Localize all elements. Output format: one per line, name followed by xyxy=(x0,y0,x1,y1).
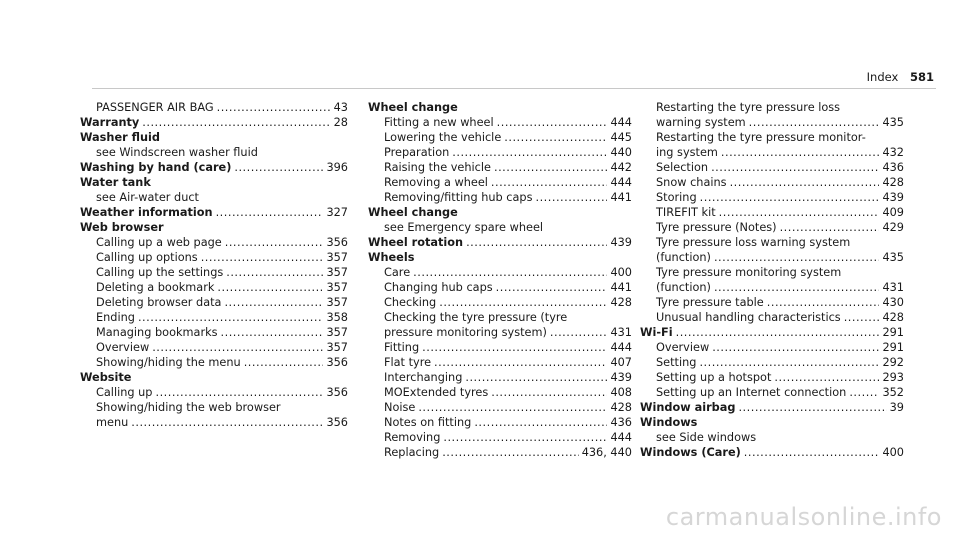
index-subentry xyxy=(640,100,904,115)
index-entry xyxy=(640,415,904,430)
entry-label: Deleting browser data xyxy=(96,296,222,309)
page-ref: 441 xyxy=(610,191,632,204)
dot-leader xyxy=(217,100,331,115)
index-subentry xyxy=(80,190,348,205)
entry-label: Fitting a new wheel xyxy=(384,116,494,129)
page-ref: 428 xyxy=(610,296,632,309)
page-ref: 396 xyxy=(326,161,348,174)
index-subentry xyxy=(80,310,348,325)
entry-label: Warranty xyxy=(80,116,140,129)
dot-leader xyxy=(504,130,607,145)
entry-label: Website xyxy=(80,371,132,384)
entry-label: Web browser xyxy=(80,221,164,234)
index-subentry xyxy=(80,100,348,115)
dot-leader xyxy=(422,340,607,355)
index-subentry xyxy=(80,145,348,160)
page-ref: 357 xyxy=(326,251,348,264)
page-ref: 431 xyxy=(610,326,632,339)
page-ref: 439 xyxy=(882,191,904,204)
dot-leader xyxy=(418,400,607,415)
dot-leader xyxy=(224,295,323,310)
dot-leader xyxy=(550,325,608,340)
page-ref: 428 xyxy=(882,311,904,324)
page-ref: 39 xyxy=(889,401,904,414)
index-subentry xyxy=(640,430,904,445)
page-ref: 435 xyxy=(882,251,904,264)
index-subentry xyxy=(640,250,904,265)
dot-leader xyxy=(714,280,879,295)
entry-label: Calling up xyxy=(96,386,153,399)
entry-label: Noise xyxy=(384,401,416,414)
index-subentry xyxy=(80,265,348,280)
watermark: carmanualsonline.info xyxy=(665,503,942,531)
index-subentry xyxy=(640,175,904,190)
page-ref: 444 xyxy=(610,341,632,354)
index-entry xyxy=(640,445,904,460)
index-subentry xyxy=(368,340,632,355)
entry-label: Wi-Fi xyxy=(640,326,673,339)
index-subentry xyxy=(80,355,348,370)
dot-leader xyxy=(535,190,607,205)
entry-label: (function) xyxy=(656,281,711,294)
index-entry xyxy=(640,400,904,415)
page-ref: 430 xyxy=(882,296,904,309)
index-entry xyxy=(80,160,348,175)
entry-label: see Air-water duct xyxy=(96,191,199,204)
dot-leader xyxy=(849,385,879,400)
entry-label: Restarting the tyre pressure monitor- xyxy=(656,131,866,144)
index-entry xyxy=(640,325,904,340)
index-subentry xyxy=(80,385,348,400)
index-subentry xyxy=(640,295,904,310)
dot-leader xyxy=(749,115,880,130)
entry-label: Removing/fitting hub caps xyxy=(384,191,533,204)
header-divider xyxy=(92,88,936,89)
index-subentry xyxy=(80,400,348,415)
entry-label: (function) xyxy=(656,251,711,264)
entry-label: Care xyxy=(384,266,411,279)
page-header xyxy=(867,70,934,84)
dot-leader xyxy=(714,250,879,265)
index-subentry xyxy=(640,310,904,325)
index-entry xyxy=(368,205,632,220)
dot-leader xyxy=(497,115,608,130)
dot-leader xyxy=(491,385,607,400)
dot-leader xyxy=(244,355,324,370)
index-subentry xyxy=(640,220,904,235)
entry-label: ing system xyxy=(656,146,718,159)
page-ref: 428 xyxy=(882,176,904,189)
entry-label: Water tank xyxy=(80,176,151,189)
dot-leader xyxy=(226,265,323,280)
index-entry xyxy=(80,220,348,235)
page-ref: 352 xyxy=(882,386,904,399)
page-ref: 357 xyxy=(326,341,348,354)
page-ref: 442 xyxy=(610,161,632,174)
index-subentry xyxy=(368,445,632,460)
entry-label: see Windscreen washer fluid xyxy=(96,146,258,159)
index-subentry xyxy=(368,310,632,325)
entry-label: Weather information xyxy=(80,206,213,219)
dot-leader xyxy=(744,445,880,460)
dot-leader xyxy=(738,400,886,415)
dot-leader xyxy=(221,325,324,340)
index-subentry xyxy=(368,220,632,235)
entry-label: Calling up a web page xyxy=(96,236,222,249)
dot-leader xyxy=(730,175,880,190)
index-column-1 xyxy=(80,100,348,430)
entry-label: Showing/hiding the menu xyxy=(96,356,241,369)
page-ref: 356 xyxy=(326,356,348,369)
entry-label: Lowering the vehicle xyxy=(384,131,502,144)
dot-leader xyxy=(155,385,323,400)
entry-label: Overview xyxy=(96,341,150,354)
entry-label: Flat tyre xyxy=(384,356,432,369)
entry-label: Washing by hand (care) xyxy=(80,161,232,174)
entry-label: Checking xyxy=(384,296,437,309)
dot-leader xyxy=(452,145,607,160)
page-ref: 435 xyxy=(882,116,904,129)
index-subentry xyxy=(368,190,632,205)
index-entry xyxy=(368,100,632,115)
page-ref: 441 xyxy=(610,281,632,294)
index-subentry xyxy=(80,235,348,250)
dot-leader xyxy=(217,280,323,295)
dot-leader xyxy=(434,355,607,370)
index-subentry xyxy=(80,325,348,340)
index-subentry xyxy=(368,160,632,175)
page-ref: 293 xyxy=(882,371,904,384)
dot-leader xyxy=(774,370,879,385)
dot-leader xyxy=(719,205,880,220)
index-subentry xyxy=(368,430,632,445)
index-subentry xyxy=(640,160,904,175)
page-ref: 356 xyxy=(326,416,348,429)
index-subentry xyxy=(368,370,632,385)
entry-label: Removing a wheel xyxy=(384,176,488,189)
entry-label: Wheel rotation xyxy=(368,236,464,249)
entry-label: Changing hub caps xyxy=(384,281,493,294)
page-ref: 43 xyxy=(333,101,348,114)
entry-label: Checking the tyre pressure (tyre xyxy=(384,311,568,324)
index-subentry xyxy=(368,115,632,130)
dot-leader xyxy=(474,415,607,430)
page-ref: 407 xyxy=(610,356,632,369)
dot-leader xyxy=(844,310,880,325)
page-ref: 439 xyxy=(610,371,632,384)
entry-label: Replacing xyxy=(384,446,440,459)
entry-label: Calling up options xyxy=(96,251,198,264)
index-subentry xyxy=(640,205,904,220)
entry-label: TIREFIT kit xyxy=(656,206,716,219)
page-ref: 444 xyxy=(610,176,632,189)
entry-label: Showing/hiding the web browser xyxy=(96,401,281,414)
dot-leader xyxy=(216,205,324,220)
dot-leader xyxy=(413,265,607,280)
index-subentry xyxy=(368,400,632,415)
dot-leader xyxy=(700,190,880,205)
entry-label: Interchanging xyxy=(384,371,463,384)
entry-label: Washer fluid xyxy=(80,131,160,144)
entry-label: Unusual handling characteristics xyxy=(656,311,841,324)
entry-label: Snow chains xyxy=(656,176,727,189)
page-ref: 400 xyxy=(610,266,632,279)
index-subentry xyxy=(368,130,632,145)
dot-leader xyxy=(131,415,323,430)
dot-leader xyxy=(780,220,880,235)
page-ref: 357 xyxy=(326,326,348,339)
page-ref: 291 xyxy=(882,326,904,339)
entry-label: Tyre pressure loss warning system xyxy=(656,236,851,249)
index-entry xyxy=(80,370,348,385)
entry-label: Windows (Care) xyxy=(640,446,741,459)
page-ref: 357 xyxy=(326,281,348,294)
entry-label: Setting up an Internet connection xyxy=(656,386,847,399)
entry-label: Removing xyxy=(384,431,441,444)
index-subentry xyxy=(80,340,348,355)
page-ref: 356 xyxy=(326,236,348,249)
page-ref: 432 xyxy=(882,146,904,159)
dot-leader xyxy=(442,445,578,460)
entry-label: Deleting a bookmark xyxy=(96,281,215,294)
dot-leader xyxy=(465,370,607,385)
index-subentry xyxy=(640,190,904,205)
entry-label: pressure monitoring system) xyxy=(384,326,547,339)
page-ref: 444 xyxy=(610,116,632,129)
entry-label: Windows xyxy=(640,416,698,429)
index-subentry xyxy=(368,415,632,430)
entry-label: Fitting xyxy=(384,341,420,354)
entry-label: PASSENGER AIR BAG xyxy=(96,101,214,114)
entry-label: menu xyxy=(96,416,129,429)
index-subentry xyxy=(80,280,348,295)
index-entry xyxy=(368,250,632,265)
dot-leader xyxy=(152,340,323,355)
entry-label: Setting xyxy=(656,356,697,369)
page-ref: 327 xyxy=(326,206,348,219)
page-ref: 431 xyxy=(882,281,904,294)
dot-leader xyxy=(466,235,607,250)
page-ref: 408 xyxy=(610,386,632,399)
index-subentry xyxy=(368,325,632,340)
index-subentry xyxy=(80,415,348,430)
dot-leader xyxy=(491,175,608,190)
page-ref: 409 xyxy=(882,206,904,219)
index-subentry xyxy=(368,265,632,280)
dot-leader xyxy=(138,310,323,325)
index-subentry xyxy=(640,280,904,295)
index-subentry xyxy=(368,295,632,310)
index-subentry xyxy=(368,145,632,160)
dot-leader xyxy=(721,145,880,160)
index-entry xyxy=(80,175,348,190)
index-entry xyxy=(80,130,348,145)
entry-label: Tyre pressure monitoring system xyxy=(656,266,842,279)
page-ref: 291 xyxy=(882,341,904,354)
page-ref: 292 xyxy=(882,356,904,369)
page-number: 581 xyxy=(909,70,934,84)
entry-label: Calling up the settings xyxy=(96,266,224,279)
index-column-2 xyxy=(368,100,632,460)
index-subentry xyxy=(80,295,348,310)
page-ref: 358 xyxy=(326,311,348,324)
entry-label: Raising the vehicle xyxy=(384,161,491,174)
index-subentry xyxy=(640,370,904,385)
index-subentry xyxy=(640,130,904,145)
entry-label: MOExtended tyres xyxy=(384,386,489,399)
dot-leader xyxy=(767,295,880,310)
dot-leader xyxy=(439,295,607,310)
entry-label: Setting up a hotspot xyxy=(656,371,772,384)
page-ref: 439 xyxy=(610,236,632,249)
page-ref: 428 xyxy=(610,401,632,414)
dot-leader xyxy=(142,115,330,130)
page-ref: 444 xyxy=(610,431,632,444)
page-ref: 400 xyxy=(882,446,904,459)
index-subentry xyxy=(640,340,904,355)
index-subentry xyxy=(368,385,632,400)
entry-label: warning system xyxy=(656,116,746,129)
page-ref: 436 xyxy=(882,161,904,174)
page-ref: 357 xyxy=(326,266,348,279)
dot-leader xyxy=(494,160,607,175)
page-ref: 445 xyxy=(610,131,632,144)
page-ref: 429 xyxy=(882,221,904,234)
dot-leader xyxy=(496,280,608,295)
page-ref: 436 xyxy=(610,416,632,429)
dot-leader xyxy=(712,340,879,355)
entry-label: Wheels xyxy=(368,251,415,264)
index-subentry xyxy=(640,265,904,280)
page-ref: 436, 440 xyxy=(581,446,632,459)
entry-label: Ending xyxy=(96,311,135,324)
page-ref: 356 xyxy=(326,386,348,399)
index-entry xyxy=(80,205,348,220)
index-subentry xyxy=(80,250,348,265)
entry-label: Overview xyxy=(656,341,710,354)
entry-label: Window airbag xyxy=(640,401,736,414)
index-subentry xyxy=(640,145,904,160)
entry-label: see Emergency spare wheel xyxy=(384,221,544,234)
index-subentry xyxy=(640,235,904,250)
index-subentry xyxy=(640,115,904,130)
entry-label: Notes on fitting xyxy=(384,416,472,429)
index-subentry xyxy=(640,385,904,400)
entry-label: Storing xyxy=(656,191,697,204)
page-ref: 357 xyxy=(326,296,348,309)
index-subentry xyxy=(640,355,904,370)
entry-label: Preparation xyxy=(384,146,450,159)
index-entry xyxy=(368,235,632,250)
dot-leader xyxy=(201,250,324,265)
index-entry xyxy=(80,115,348,130)
entry-label: see Side windows xyxy=(656,431,757,444)
entry-label: Restarting the tyre pressure loss xyxy=(656,101,841,114)
entry-label: Wheel change xyxy=(368,206,458,219)
section-title: Index xyxy=(866,70,899,84)
entry-label: Wheel change xyxy=(368,101,458,114)
page-ref: 28 xyxy=(333,116,348,129)
entry-label: Tyre pressure table xyxy=(656,296,764,309)
dot-leader xyxy=(676,325,880,340)
dot-leader xyxy=(443,430,607,445)
dot-leader xyxy=(225,235,324,250)
page-ref: 440 xyxy=(610,146,632,159)
entry-label: Tyre pressure (Notes) xyxy=(656,221,777,234)
index-column-3 xyxy=(640,100,904,460)
index-subentry xyxy=(368,175,632,190)
index-subentry xyxy=(368,355,632,370)
index-subentry xyxy=(368,280,632,295)
entry-label: Selection xyxy=(656,161,709,174)
entry-label: Managing bookmarks xyxy=(96,326,218,339)
dot-leader xyxy=(234,160,323,175)
dot-leader xyxy=(699,355,879,370)
dot-leader xyxy=(711,160,879,175)
